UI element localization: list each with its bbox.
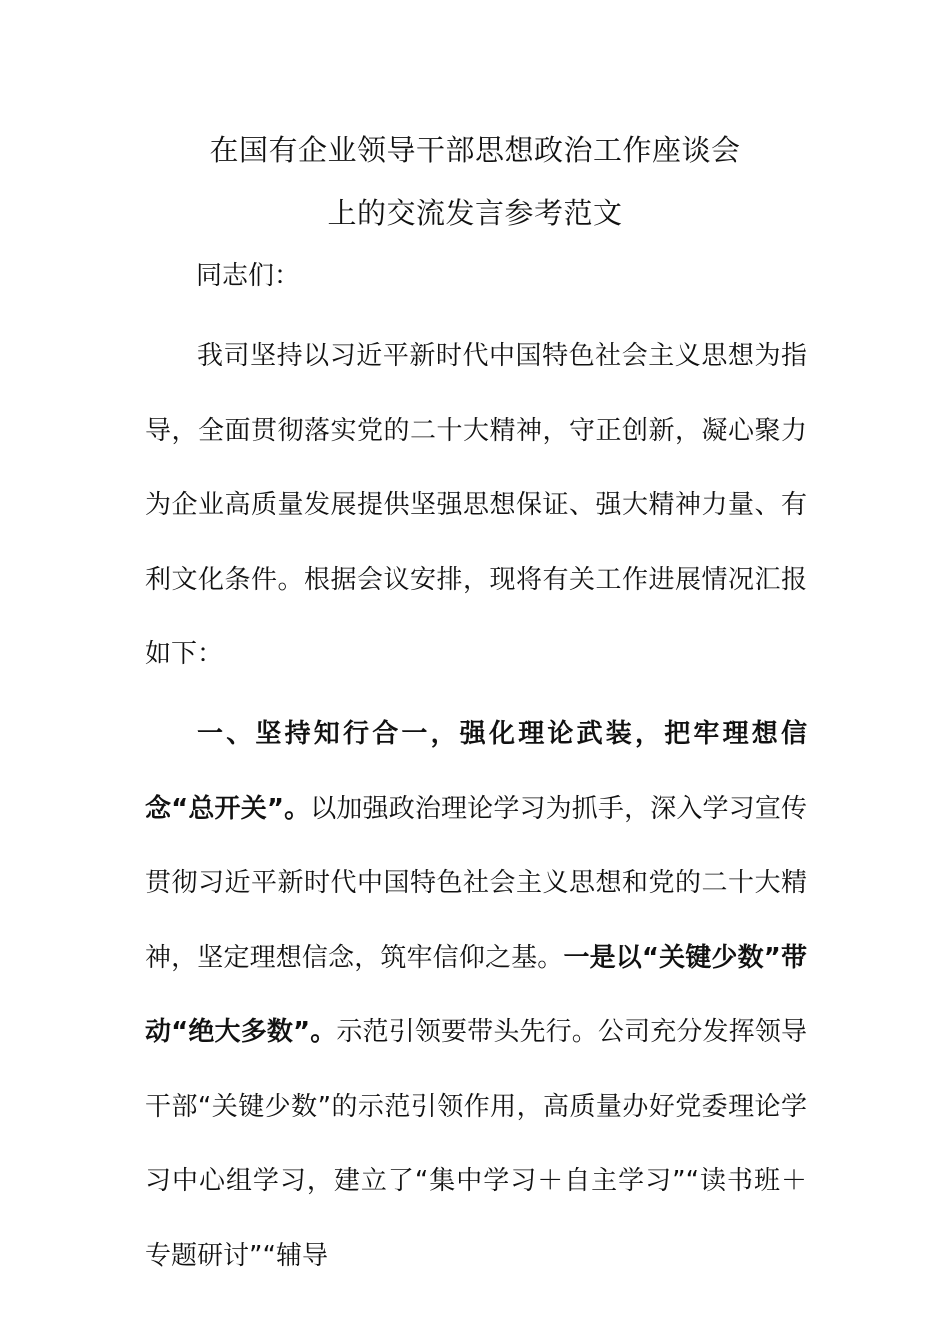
- section-one-text: 以加强政治理论学习为抓手，深入学习宣传贯彻习近平新时代中国特色社会主义思想和党的二十大精神，坚定理想信念，筑牢信仰之基。: [145, 793, 807, 973]
- section-one-subtext: 示范引领要带头先行。公司充分发挥领导干部“关键少数”的示范引领作用，高质量办好党委理论学习中心组学习，建立了“集中学习＋自主学习”“读书班＋专题研讨”“辅导: [145, 1017, 807, 1271]
- section-one-heading: 一、坚持知行合一，强化理论武装，把牢理想信念“总开关”。: [145, 719, 807, 824]
- paragraph-section-one: [145, 697, 807, 1293]
- document-title-line-1: 在国有企业领导干部思想政治工作座谈会: [209, 133, 741, 167]
- document-title-line-2: 上的交流发言参考范文: [327, 196, 623, 230]
- section-one-subheading: 一是以“关键少数”带动“绝大多数”。: [145, 942, 807, 1047]
- paragraph-intro: 我司坚持以习近平新时代中国特色社会主义思想为指导，全面贯彻落实党的二十大精神，守正创新，凝心聚力为企业高质量发展提供坚强思想保证、强大精神力量、有利文化条件。根据会议安排，现将有关工作进展情况汇报如下：: [145, 341, 807, 669]
- greeting: 同志们：: [196, 261, 301, 291]
